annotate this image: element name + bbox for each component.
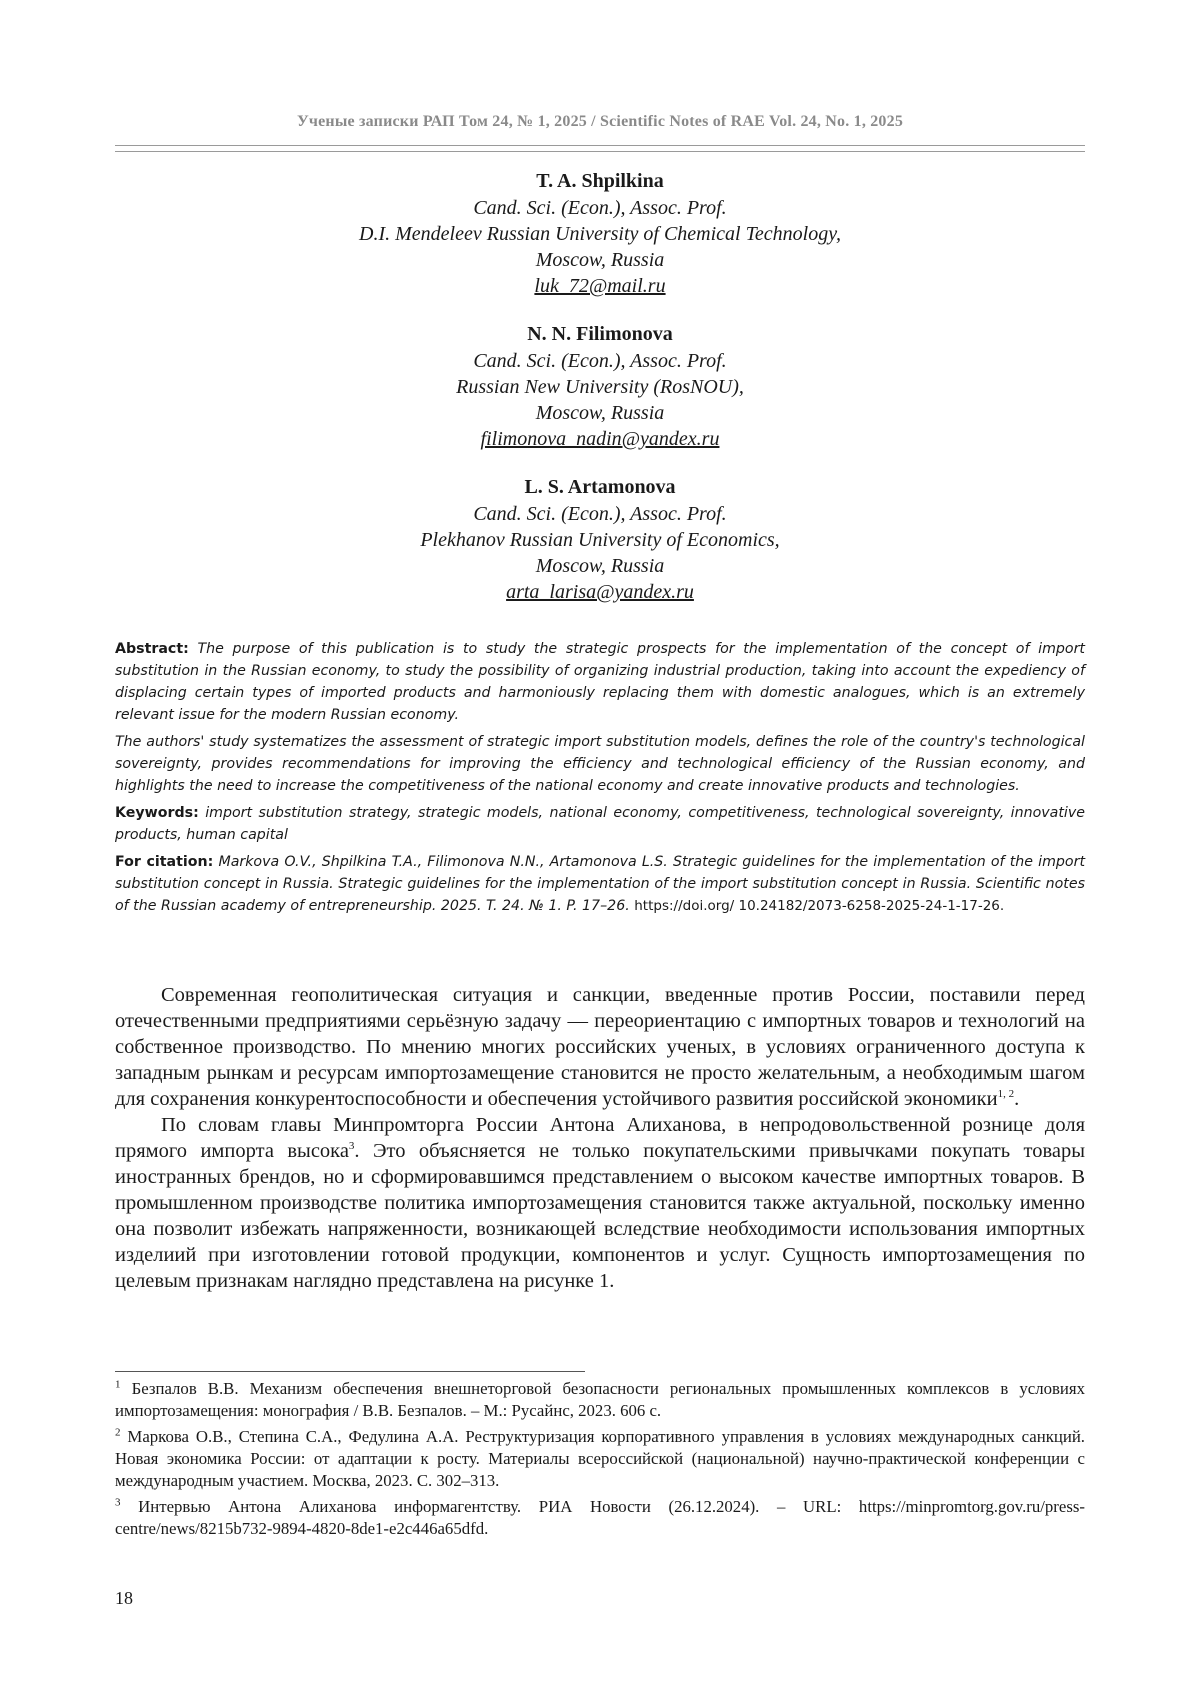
author-degree: Cand. Sci. (Econ.), Assoc. Prof. <box>473 350 727 372</box>
header-rule-top <box>115 145 1085 146</box>
abstract-paragraph-2: The authors' study systematizes the assessment of strategic import substitution models, defines the role of the country's technological sovereignty, provides recommendations for improving the efficiency and technological efficiency of the Russian economy, and highlights the need to increase the competitiveness of the national economy and create innovative products and technologies. <box>115 734 1085 794</box>
body-paragraph: Современная геополитическая ситуация и санкции, введенные против России, поставили перед отечественными предприятиями серьёзную задачу — переориентацию с импортных товаров и технологий на собственное производство. По мнению многих российских ученых, в условиях ограниченного доступа к западным рынкам и ресурсам импортозамещение становится не просто желательным, а необходимым шагом для сохранения конкурентоспособности и обеспечения устойчивого развития российской экономики$^{1, 2}$. <box>115 984 1085 1110</box>
footnote-divider <box>115 1371 585 1372</box>
abstract-paragraph <box>115 638 1085 726</box>
footnote-number: 2 <box>115 1426 121 1439</box>
author-3 <box>115 474 1085 605</box>
citation-label: For citation: <box>115 854 214 870</box>
keywords-label: Keywords: <box>115 805 199 821</box>
author-1 <box>115 168 1085 299</box>
citation <box>115 851 1085 917</box>
author-city: Moscow, Russia <box>535 402 665 424</box>
author-institution: Russian New University (RosNOU), <box>456 376 744 398</box>
keywords-text: import substitution strategy, strategic models, national economy, competitiveness, technological sovereignty, innovative products, human capital <box>115 805 1085 843</box>
abstract-text: The purpose of this publication is to study the strategic prospects for the implementation of the concept of import substitution in the Russian economy, to study the possibility of organizing industrial production, taking into account the expediency of displacing certain types of imported products and harmoniously replacing them with domestic analogues, which is an extremely relevant issue for the modern Russian economy. <box>115 641 1085 723</box>
author-name: N. N. Filimonova <box>527 323 673 345</box>
footnote <box>115 1378 1085 1422</box>
footnote <box>115 1426 1085 1492</box>
running-header: Ученые записки РАП Том 24, № 1, 2025 / Scientific Notes of RAE Vol. 24, No. 1, 2025 <box>296 113 904 130</box>
footnote-ref: 3 <box>348 1140 355 1153</box>
body-text: . Это объясняется не только покупательскими привычками покупать товары иностранных брендов, но и сформировавшимся представлением о высоком качестве импортных товаров. В промышленном производстве политика импортозамещения становится также актуальной, поскольку именно она позволит избежать напряженности, возникающей вследствие необходимости использования импортных изделиий при изготовлении готовой продукции, компонентов и услуг. Сущность импортозамещения по целевым признакам наглядно представлена на рисунке 1. <box>115 1140 1085 1292</box>
footnote-text: Маркова О.В., Степина С.А., Федулина А.А. Реструктуризация корпоративного управления в условиях международных санкций. Новая экономика России: от адаптации к росту. Материалы всероссийской (национальной) научно-практической конференции с международным участием. Москва, 2023. С. 302–313. <box>115 1427 1085 1490</box>
keywords <box>115 802 1085 846</box>
body-text: Современная геополитическая ситуация и санкции, введенные против России, поставили перед отечественными предприятиями серьёзную задачу — переориентацию с импортных товаров и технологий на собственное производство. По мнению многих российских ученых, в условиях ограниченного доступа к западным рынкам и ресурсам импортозамещение становится не просто желательным, а необходимым шагом для сохранения конкурентоспособности и обеспечения устойчивого развития российской экономики <box>115 984 1085 1110</box>
author-institution: Plekhanov Russian University of Economics, <box>420 529 780 551</box>
author-name: T. A. Shpilkina <box>536 170 664 192</box>
body-paragraph <box>115 1112 1085 1294</box>
page-number: 18 <box>115 1588 133 1608</box>
author-block <box>115 168 1085 627</box>
footnote-text: Безпалов В.В. Механизм обеспечения внешнеторговой безопасности региональных промышленных комплексов в условиях импортозамещения: монография / В.В. Безпалов. – М.: Русайнс, 2023. 606 с. <box>115 1379 1085 1420</box>
abstract-block <box>115 638 1085 922</box>
author-email-link[interactable]: filimonova_nadin@yandex.ru <box>480 428 720 450</box>
author-degree: Cand. Sci. (Econ.), Assoc. Prof. <box>473 503 727 525</box>
footnote-text: Интервью Антона Алиханова информагентству. РИА Новости (26.12.2024). – URL: https://minpromtorg.gov.ru/press-centre/news/8215b732-9894-4820-8de1-e2c446a65dfd. <box>115 1497 1085 1538</box>
footnote-ref: 1, 2 <box>997 1088 1015 1101</box>
footnote-number: 1 <box>115 1378 121 1391</box>
doi-link[interactable]: https://doi.org/ 10.24182/2073-6258-2025-24-1-17-26. <box>634 898 1005 914</box>
abstract-label: Abstract: <box>115 641 189 657</box>
author-city: Moscow, Russia <box>535 249 665 271</box>
author-name: L. S. Artamonova <box>524 476 676 498</box>
footnote <box>115 1496 1085 1540</box>
author-email-link[interactable]: luk_72@mail.ru <box>534 275 666 297</box>
citation-text: Markova O.V., Shpilkina T.A., Filimonova N.N., Artamonova L.S. Strategic guidelines for the implementation of the import substitution concept in Russia. Strategic guidelines for the implementation of the import substitution concept in Russia. Scientific notes of the Russian academy of entrepreneurship. 2025. T. 24. № 1. P. 17–26. <box>115 854 1086 914</box>
footnote-number: 3 <box>115 1496 121 1509</box>
author-degree: Cand. Sci. (Econ.), Assoc. Prof. <box>473 197 727 219</box>
footnotes <box>115 1378 1085 1544</box>
header-rule-bottom <box>115 151 1085 152</box>
author-institution: D.I. Mendeleev Russian University of Chemical Technology, <box>359 223 841 245</box>
author-2 <box>115 321 1085 452</box>
author-city: Moscow, Russia <box>535 555 665 577</box>
main-text <box>115 982 1085 1294</box>
body-text: По словам главы Минпромторга России Антона Алиханова, в непродовольственной рознице доля прямого импорта высока <box>115 1114 1085 1162</box>
author-email-link[interactable]: arta_larisa@yandex.ru <box>506 581 694 603</box>
